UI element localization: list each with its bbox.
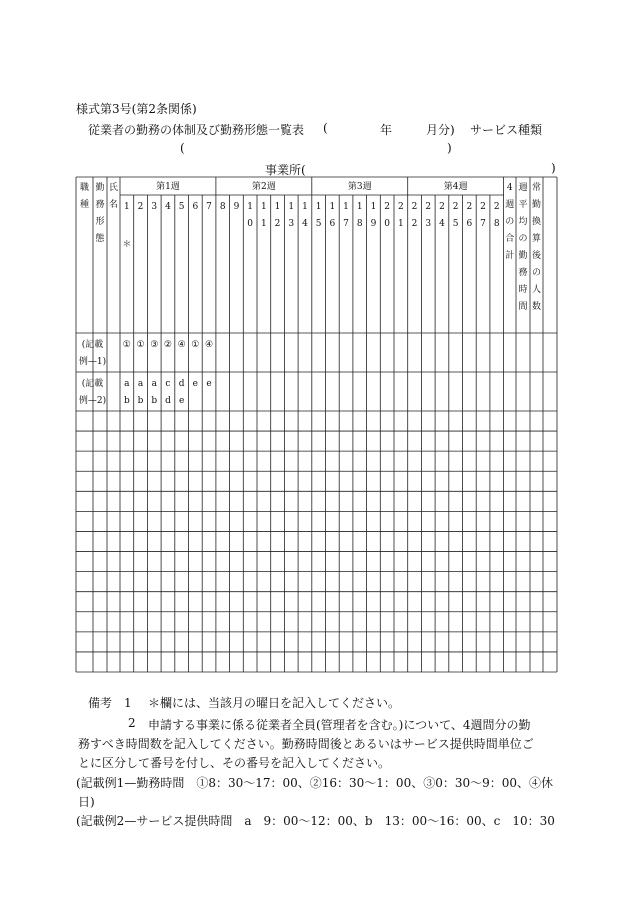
day-number: 2 xyxy=(137,202,144,212)
example-1-line-cont: 日) xyxy=(78,795,95,809)
example-2-service-code: e xyxy=(206,379,212,389)
svg-text:1: 1 xyxy=(370,202,377,212)
example-2-service-code: a xyxy=(124,379,130,389)
fte-count-header xyxy=(532,181,542,312)
day-number: 9 xyxy=(233,202,240,212)
week-label: 第1週 xyxy=(156,182,180,192)
month-field-label: 月分) xyxy=(426,123,455,137)
day-number xyxy=(425,202,431,229)
svg-text:7: 7 xyxy=(480,219,486,229)
year-field-label: 年 xyxy=(380,123,393,137)
day-of-week-marker: ＊ xyxy=(122,240,132,250)
example-2-service-code: b xyxy=(137,396,144,406)
example-1-line: (記載例1—勤務時間 ①8：30〜17：00、②16：30〜1：00、③0：30〜9：00、④休 xyxy=(76,776,554,790)
day-number: 1 xyxy=(123,202,130,212)
note-1-label: 備考 1 xyxy=(88,696,132,710)
svg-text:均: 均 xyxy=(518,217,528,227)
svg-text:人: 人 xyxy=(531,285,542,295)
svg-text:職: 職 xyxy=(79,183,90,193)
svg-text:1: 1 xyxy=(315,202,322,212)
day-number xyxy=(398,202,404,229)
example-2-service-code: e xyxy=(192,379,199,389)
svg-text:2: 2 xyxy=(274,219,281,229)
svg-text:1: 1 xyxy=(288,202,295,212)
note-2-number: 2 xyxy=(128,716,136,730)
svg-text:2: 2 xyxy=(411,202,418,212)
svg-text:2: 2 xyxy=(480,202,486,212)
example-1-label: (記載 xyxy=(81,340,104,350)
svg-text:常: 常 xyxy=(531,183,542,193)
day-number: 5 xyxy=(178,202,185,212)
day-number: 3 xyxy=(151,202,158,212)
service-type-label: サービス種類 xyxy=(470,123,543,137)
week-label: 第4週 xyxy=(443,182,468,192)
svg-text:9: 9 xyxy=(370,219,377,229)
day-number xyxy=(316,202,322,229)
example-2-service-code: b xyxy=(151,396,158,406)
svg-text:4: 4 xyxy=(506,183,513,193)
svg-text:1: 1 xyxy=(260,219,267,229)
example-1-shift-code: ① xyxy=(136,340,145,350)
svg-text:0: 0 xyxy=(384,219,391,229)
svg-text:8: 8 xyxy=(356,219,363,229)
example-1-shift-code: ② xyxy=(163,340,172,350)
svg-text:時: 時 xyxy=(518,285,528,295)
day-number xyxy=(357,202,363,229)
svg-text:4: 4 xyxy=(302,219,308,229)
svg-text:勤: 勤 xyxy=(518,251,528,261)
office-close-paren: ) xyxy=(551,161,556,175)
svg-text:態: 態 xyxy=(95,234,105,244)
svg-text:1: 1 xyxy=(247,202,254,212)
service-open-paren: ( xyxy=(180,141,185,155)
svg-text:週: 週 xyxy=(518,183,528,193)
svg-text:間: 間 xyxy=(518,302,528,312)
example-1-shift-code: ③ xyxy=(150,340,159,350)
note-2-text: 申請する事業に係る従業者全員(管理者を含む。)について、4週間分の勤 xyxy=(148,718,531,732)
svg-text:4: 4 xyxy=(439,219,445,229)
four-week-total-header xyxy=(505,183,514,261)
note-2-text-cont: とに区分して番号を付し、その番号を記入してください。 xyxy=(78,756,391,770)
day-number xyxy=(343,202,349,229)
svg-text:算: 算 xyxy=(531,234,542,244)
svg-text:週: 週 xyxy=(505,200,515,210)
example-2-service-code: d xyxy=(165,396,171,406)
svg-text:数: 数 xyxy=(531,302,542,312)
svg-text:1: 1 xyxy=(356,202,363,212)
note-2-text-cont: 務すべき時間数を記入してください。勤務時間後とあるいはサービス提供時間単位ご xyxy=(78,737,534,751)
svg-text:0: 0 xyxy=(247,219,254,229)
day-number xyxy=(412,202,418,229)
document-title: 従業者の勤務の体制及び勤務形態一覧表 xyxy=(88,123,305,137)
day-number xyxy=(384,202,390,229)
svg-text:2: 2 xyxy=(397,202,404,212)
job-type-header xyxy=(80,181,89,210)
svg-text:氏: 氏 xyxy=(108,183,119,193)
svg-text:1: 1 xyxy=(274,202,281,212)
svg-text:1: 1 xyxy=(302,202,308,212)
svg-text:2: 2 xyxy=(452,202,459,212)
svg-text:6: 6 xyxy=(466,219,473,229)
example-1-shift-code: ④ xyxy=(177,340,186,350)
svg-text:7: 7 xyxy=(343,219,349,229)
example-2-service-code: d xyxy=(178,379,185,389)
svg-text:の: の xyxy=(531,268,542,278)
svg-text:形: 形 xyxy=(95,217,105,227)
example-2-service-code: a xyxy=(151,379,157,389)
example-2-service-code: c xyxy=(165,379,171,389)
svg-text:合: 合 xyxy=(505,234,515,244)
example-2-label: (記載 xyxy=(81,379,104,389)
svg-text:1: 1 xyxy=(397,219,404,229)
day-number: 4 xyxy=(165,202,171,212)
svg-text:勤: 勤 xyxy=(531,200,542,210)
day-number: 7 xyxy=(206,202,212,212)
svg-text:1: 1 xyxy=(329,202,336,212)
svg-text:2: 2 xyxy=(384,202,391,212)
title-open-paren: ( xyxy=(323,121,328,135)
form-number: 様式第3号(第2条関係) xyxy=(76,102,197,116)
svg-text:換: 換 xyxy=(531,217,542,227)
svg-text:後: 後 xyxy=(531,251,542,261)
day-number xyxy=(261,202,267,229)
svg-text:5: 5 xyxy=(452,219,459,229)
example-2-service-code: e xyxy=(178,396,185,406)
svg-text:種: 種 xyxy=(79,200,90,210)
example-2-line: (記載例2—サービス提供時間 a 9：00〜12：00、b 13：00〜16：00、c 10：30 xyxy=(76,814,555,828)
example-2-label: 例—2) xyxy=(78,396,107,406)
example-1-shift-code: ① xyxy=(122,340,131,350)
week-label: 第2週 xyxy=(251,182,276,192)
svg-text:1: 1 xyxy=(343,202,349,212)
office-label: 事業所( xyxy=(265,163,306,177)
svg-text:の: の xyxy=(518,234,528,244)
day-number xyxy=(439,202,445,229)
example-1-label: 例—1) xyxy=(78,357,107,367)
duty-form-header xyxy=(95,181,105,244)
svg-text:務: 務 xyxy=(95,200,105,210)
svg-text:2: 2 xyxy=(425,202,432,212)
svg-text:の: の xyxy=(505,217,515,227)
svg-text:3: 3 xyxy=(288,219,295,229)
svg-text:8: 8 xyxy=(493,219,500,229)
svg-text:勤: 勤 xyxy=(95,183,105,193)
svg-text:2: 2 xyxy=(411,219,418,229)
day-number xyxy=(302,202,308,229)
name-header xyxy=(109,181,118,210)
day-number xyxy=(329,202,335,229)
day-number xyxy=(494,202,500,229)
day-number xyxy=(453,202,459,229)
svg-text:2: 2 xyxy=(439,202,445,212)
note-1-text: ＊欄には、当該月の曜日を記入してください。 xyxy=(148,696,401,710)
day-number xyxy=(371,202,377,229)
day-number xyxy=(466,202,472,229)
svg-text:名: 名 xyxy=(108,200,119,210)
weekly-average-header xyxy=(518,182,527,312)
example-1-shift-code: ① xyxy=(191,340,200,350)
svg-text:6: 6 xyxy=(329,219,336,229)
day-number: 8 xyxy=(219,202,226,212)
svg-text:平: 平 xyxy=(518,200,528,210)
svg-text:5: 5 xyxy=(315,219,322,229)
svg-text:計: 計 xyxy=(505,251,515,261)
service-close-paren: ) xyxy=(447,141,452,155)
svg-text:2: 2 xyxy=(493,202,500,212)
day-number xyxy=(288,202,294,229)
svg-text:務: 務 xyxy=(518,268,528,278)
svg-text:3: 3 xyxy=(425,219,432,229)
example-2-service-code: a xyxy=(137,379,144,389)
svg-text:1: 1 xyxy=(260,202,267,212)
example-2-service-code: b xyxy=(123,396,130,406)
example-1-shift-code: ④ xyxy=(205,340,214,350)
day-number xyxy=(247,202,253,229)
day-number: 6 xyxy=(192,202,199,212)
day-number xyxy=(480,202,486,229)
week-label: 第3週 xyxy=(347,182,372,192)
svg-text:2: 2 xyxy=(466,202,473,212)
day-number xyxy=(275,202,281,229)
